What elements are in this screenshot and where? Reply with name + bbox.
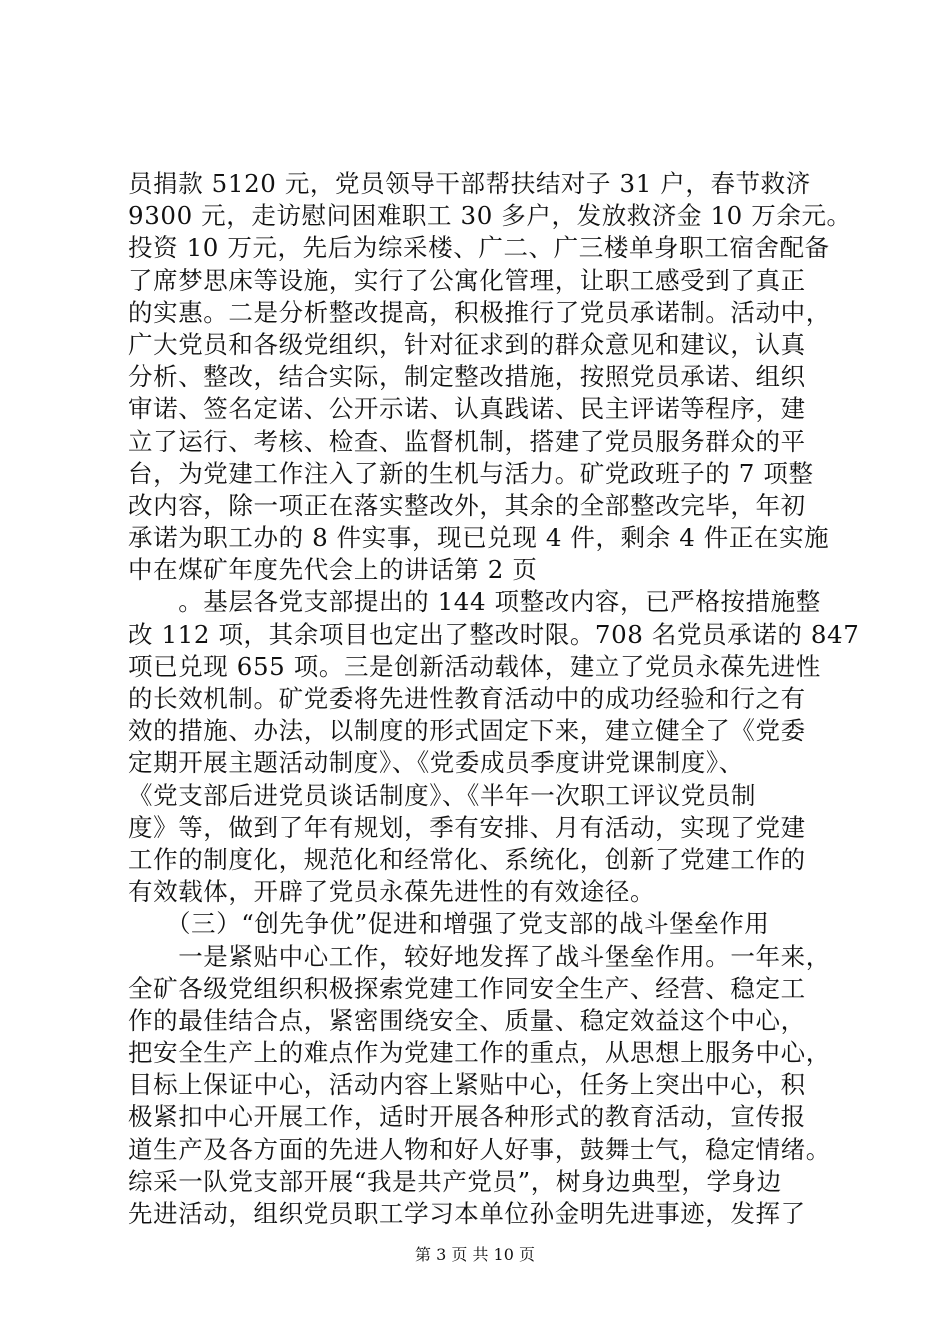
text-line: 改 112 项，其余项目也定出了整改时限。708 名党员承诺的 847 bbox=[128, 619, 860, 649]
text-line: 9300 元，走访慰问困难职工 30 多户，发放救济金 10 万余元。 bbox=[128, 201, 852, 231]
text-line: 作的最佳结合点，紧密围绕安全、质量、稳定效益这个中心， bbox=[128, 1005, 806, 1035]
text-line: 效的措施、办法，以制度的形式固定下来，建立健全了《党委 bbox=[128, 716, 806, 746]
text-line: 全矿各级党组织积极探索党建工作同安全生产、经营、稳定工 bbox=[128, 973, 806, 1003]
text-line: 先进活动，组织党员职工学习本单位孙金明先进事迹，发挥了 bbox=[128, 1199, 806, 1228]
text-line: 立了运行、考核、检查、监督机制，搭建了党员服务群众的平 bbox=[128, 426, 806, 456]
text-line: 承诺为职工办的 8 件实事，现已兑现 4 件，剩余 4 件正在实施 bbox=[128, 523, 830, 553]
text-line: 一是紧贴中心工作，较好地发挥了战斗堡垒作用。一年来， bbox=[128, 941, 831, 971]
text-line: 定期开展主题活动制度》、《党委成员季度讲党课制度》、 bbox=[128, 748, 744, 778]
text-line: 员捐款 5120 元，党员领导干部帮扶结对子 31 户，春节救济 bbox=[128, 169, 811, 198]
section-heading: （三）“创先争优”促进和增强了党支部的战斗堡垒作用 bbox=[128, 909, 770, 939]
text-line: 中在煤矿年度先代会上的讲话第 2 页 bbox=[128, 555, 538, 585]
text-line: 台，为党建工作注入了新的生机与活力。矿党政班子的 7 项整 bbox=[128, 458, 814, 488]
text-line: 广大党员和各级党组织，针对征求到的群众意见和建议，认真 bbox=[128, 329, 806, 359]
text-line: 综采一队党支部开展“我是共产党员”，树身边典型，学身边 bbox=[128, 1166, 782, 1196]
text-line: 目标上保证中心，活动内容上紧贴中心，任务上突出中心，积 bbox=[128, 1070, 806, 1100]
text-line: 《党支部后进党员谈话制度》、《半年一次职工评议党员制 bbox=[128, 780, 757, 810]
text-line: 的长效机制。矿党委将先进性教育活动中的成功经验和行之有 bbox=[128, 684, 806, 713]
text-line: 。基层各党支部提出的 144 项整改内容，已严格按措施整 bbox=[128, 587, 821, 617]
page-footer: 第 3 页 共 10 页 bbox=[415, 1245, 535, 1264]
text-line: 有效载体，开辟了党员永葆先进性的有效途径。 bbox=[128, 877, 656, 907]
text-line: 工作的制度化，规范化和经常化、系统化，创新了党建工作的 bbox=[128, 844, 806, 874]
text-line: 度》等，做到了年有规划，季有安排、月有活动，实现了党建 bbox=[128, 812, 806, 842]
text-line: 投资 10 万元，先后为综采楼、广二、广三楼单身职工宿舍配备 bbox=[128, 233, 830, 263]
body-text bbox=[128, 168, 860, 1230]
text-line: 极紧扣中心开展工作，适时开展各种形式的教育活动，宣传报 bbox=[128, 1102, 806, 1132]
text-line: 的实惠。二是分析整改提高，积极推行了党员承诺制。活动中， bbox=[128, 297, 831, 327]
text-line: 审诺、签名定诺、公开示诺、认真践诺、民主评诺等程序，建 bbox=[128, 394, 806, 424]
text-line: 分析、整改，结合实际，制定整改措施，按照党员承诺、组织 bbox=[128, 362, 806, 392]
text-line: 把安全生产上的难点作为党建工作的重点，从思想上服务中心， bbox=[128, 1038, 831, 1068]
text-line: 改内容，除一项正在落实整改外，其余的全部整改完毕，年初 bbox=[128, 490, 806, 520]
text-line: 项已兑现 655 项。三是创新活动载体，建立了党员永葆先进性 bbox=[128, 651, 821, 681]
text-line: 道生产及各方面的先进人物和好人好事，鼓舞士气，稳定情绪。 bbox=[128, 1134, 831, 1164]
text-line: 了席梦思床等设施，实行了公寓化管理，让职工感受到了真正 bbox=[128, 265, 806, 295]
